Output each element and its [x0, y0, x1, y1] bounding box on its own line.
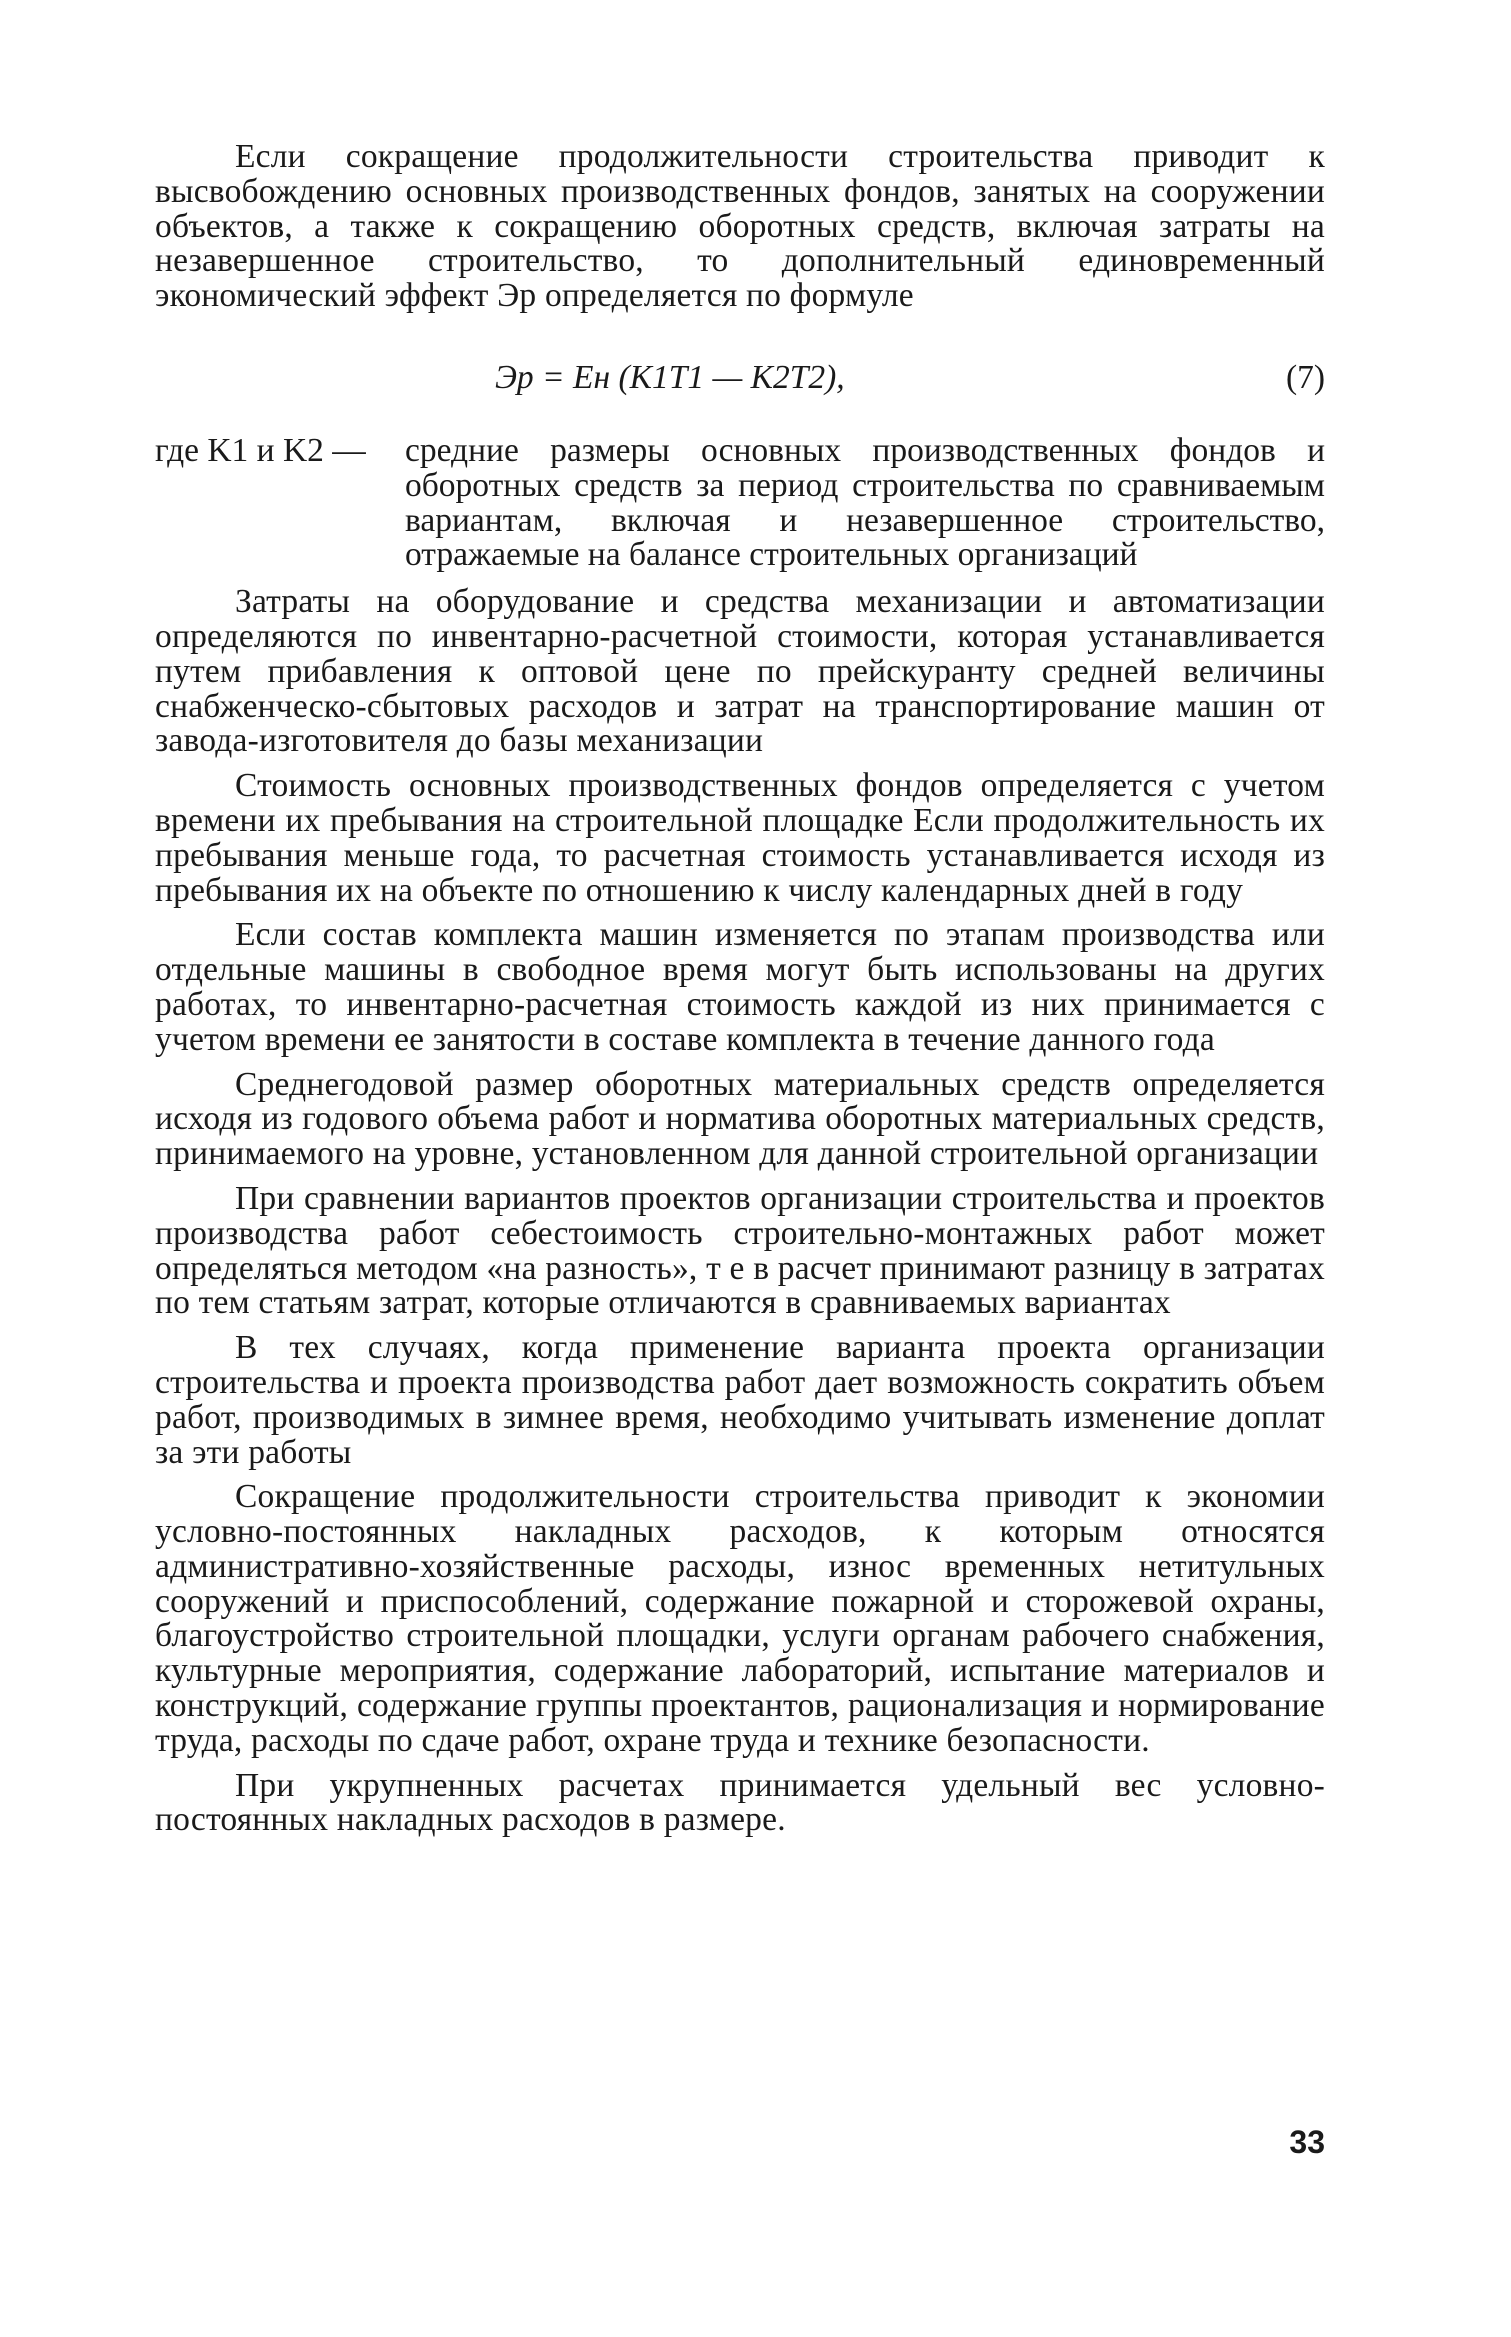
- formula-expression: Эр = Ен (K1T1 — K2T2),: [495, 358, 845, 396]
- where-term: где K1 и K2 —: [155, 431, 366, 469]
- body-paragraph: Среднегодовой размер оборотных материальных средств определяется исходя из годового объема работ и норматива оборотных материальных средств, принимаемого на уровне, установленном для данной строительной организации: [155, 1065, 1325, 1173]
- body-paragraph: В тех случаях, когда применение варианта проекта организации строительства и проекта производства работ дает возможность сократить объем работ, производимых в зимнее время, необходимо учитывать изменение доплат за эти работы: [155, 1329, 1325, 1471]
- formula-number: (7): [1285, 358, 1325, 396]
- page-content: [155, 140, 1325, 1848]
- page-number: 33: [1289, 2124, 1325, 2160]
- body-paragraph: Если состав комплекта машин изменяется по этапам производства или отдельные машины в свободное время могут быть использованы на других работах, то инвентарно-расчетная стоимость каждой из них принимается с учетом времени ее занятости в составе комплекта в течение данного года: [155, 916, 1325, 1058]
- body-paragraph: Затраты на оборудование и средства механизации и автоматизации определяются по инвентарно-расчетной стоимости, которая устанавливается путем прибавления к оптовой цене по прейскуранту средней величины снабженческо-сбытовых расходов и затрат на транспортирование машин от завода-изготовителя до базы механизации: [155, 583, 1325, 760]
- formula-7: [155, 348, 1325, 408]
- body-paragraph: При укрупненных расчетах принимается удельный вес условно-постоянных накладных расходов в размере.: [155, 1766, 1325, 1839]
- body-paragraph: При сравнении вариантов проектов организации строительства и проектов производства работ себестоимость строительно-монтажных работ может определяться методом «на разность», т е в расчет принимают разницу в затратах по тем статьям затрат, которые отличаются в сравниваемых вариантах: [155, 1179, 1325, 1322]
- intro-paragraph: Если сокращение продолжительности строительства приводит к высвобождению основных производственных фондов, занятых на сооружении объектов, а также к сокращению оборотных средств, включая затраты на незавершенное строительство, то дополнительный единовременный экономический эффект Эр определяется по формуле: [155, 138, 1325, 315]
- body-paragraph: Сокращение продолжительности строительства приводит к экономии условно-постоянных накладных расходов, к которым относятся административно-хозяйственные расходы, износ временных нетитульных сооружений и приспособлений, содержание пожарной и сторожевой охраны, благоустройство строительной площадки, услуги органам рабочего снабжения, культурные мероприятия, содержание лабораторий, испытание материалов и конструкций, содержание группы проектантов, рационализация и нормирование труда, расходы по сдаче работ, охране труда и технике безопасности.: [155, 1478, 1325, 1759]
- body-paragraph: Стоимость основных производственных фондов определяется с учетом времени их пребывания на строительной площадке Если продолжительность их пребывания меньше года, то расчетная стоимость устанавливается исходя из пребывания их на объекте по отношению к числу календарных дней в году: [155, 767, 1325, 909]
- where-definition: [155, 431, 1325, 574]
- where-definition-text: средние размеры основных производственных фондов и оборотных средств за период строительства по сравниваемым вариантам, включая и незавершенное строительство, отражаемые на балансе строительных организаций: [405, 431, 1325, 574]
